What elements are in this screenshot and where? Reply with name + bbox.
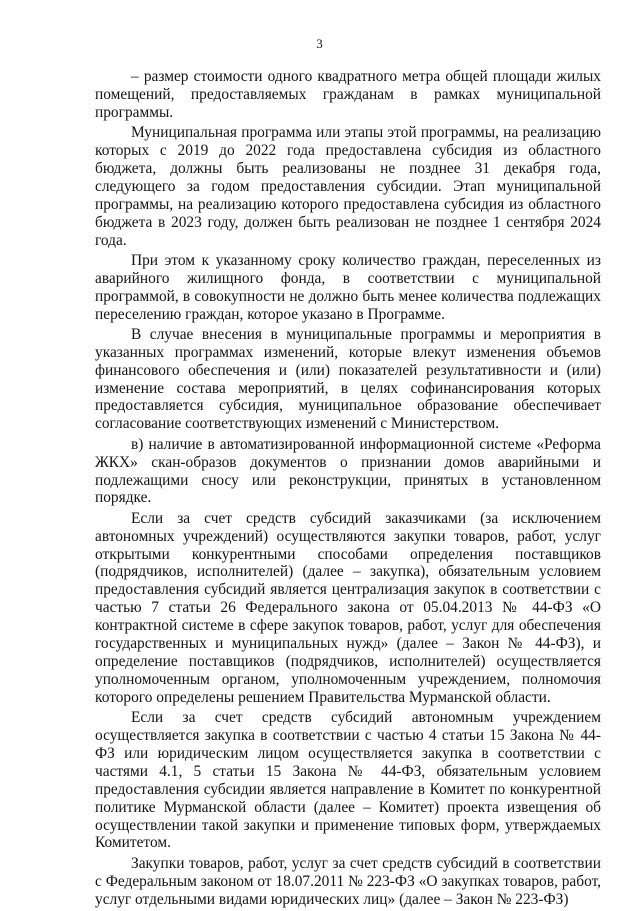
- paragraph-8: Закупки товаров, работ, услуг за счет средств субсидий в соответствии с Федеральным законом от 18.07.2011 № 223-ФЗ «О закупках товаров, работ, услуг отдельными видами юридических лиц» (далее – Закон № 223-ФЗ): [95, 855, 601, 909]
- paragraph-6: Если за счет средств субсидий заказчиками (за исключением автономных учреждений) осуществляются закупки товаров, работ, услуг открытыми конкурентными способами определения поставщиков (подрядчиков, исполнителей) (далее – закупка), обязательным условием предоставления субсидий является централизация закупок в соответствии с частью 7 статьи 26 Федерального закона от 05.04.2013 № 44-ФЗ «О контрактной системе в сфере закупок товаров, работ, услуг для обеспечения государственных и муниципальных нужд» (далее – Закон № 44-ФЗ), и определение поставщиков (подрядчиков, исполнителей) осуществляется уполномоченным органом, уполномоченным учреждением, полномочия которого определены решением Правительства Мурманской области.: [95, 509, 601, 706]
- paragraph-3: При этом к указанному сроку количество граждан, переселенных из аварийного жилищного фонда, в соответствии с муниципальной программой, в совокупности не должно быть менее количества подлежащих переселению граждан, которое указано в Программе.: [95, 251, 601, 323]
- paragraph-4: В случае внесения в муниципальные программы и мероприятия в указанных программах изменений, которые влекут изменения объемов финансового обеспечения и (или) показателей результативности и (или) изменение состава мероприятий, в целях софинансирования которых предоставляется субсидия, муниципальное образование обеспечивает согласование соответствующих изменений с Министерством.: [95, 325, 601, 433]
- page-number: 3: [316, 36, 323, 51]
- body-text: [95, 68, 601, 911]
- paragraph-2: Муниципальная программа или этапы этой программы, на реализацию которых с 2019 до 2022 года предоставлена субсидия из областного бюджета, должны быть реализованы не позднее 31 декабря года, следующего за годом предоставления субсидии. Этап муниципальной программы, на реализацию которого предоставлена субсидия из областного бюджета в 2023 году, должен быть реализован не позднее 1 сентября 2024 года.: [95, 124, 601, 249]
- paragraph-7: Если за счет средств субсидий автономным учреждением осуществляется закупка в соответствии с частью 4 статьи 15 Закона № 44-ФЗ или юридическим лицом осуществляется закупка в соответствии с частями 4.1, 5 статьи 15 Закона № 44-ФЗ, обязательным условием предоставления субсидии является направление в Комитет по конкурентной политике Мурманской области (далее – Комитет) проекта извещения об осуществлении такой закупки и применение типовых форм, утверждаемых Комитетом.: [95, 709, 601, 852]
- paragraph-1: – размер стоимости одного квадратного метра общей площади жилых помещений, предоставляемых гражданам в рамках муниципальной программы.: [95, 68, 601, 121]
- paragraph-5: в) наличие в автоматизированной информационной системе «Реформа ЖКХ» скан-образов документов о признании домов аварийными и подлежащими сносу или реконструкции, принятых в установленном порядке.: [95, 435, 601, 507]
